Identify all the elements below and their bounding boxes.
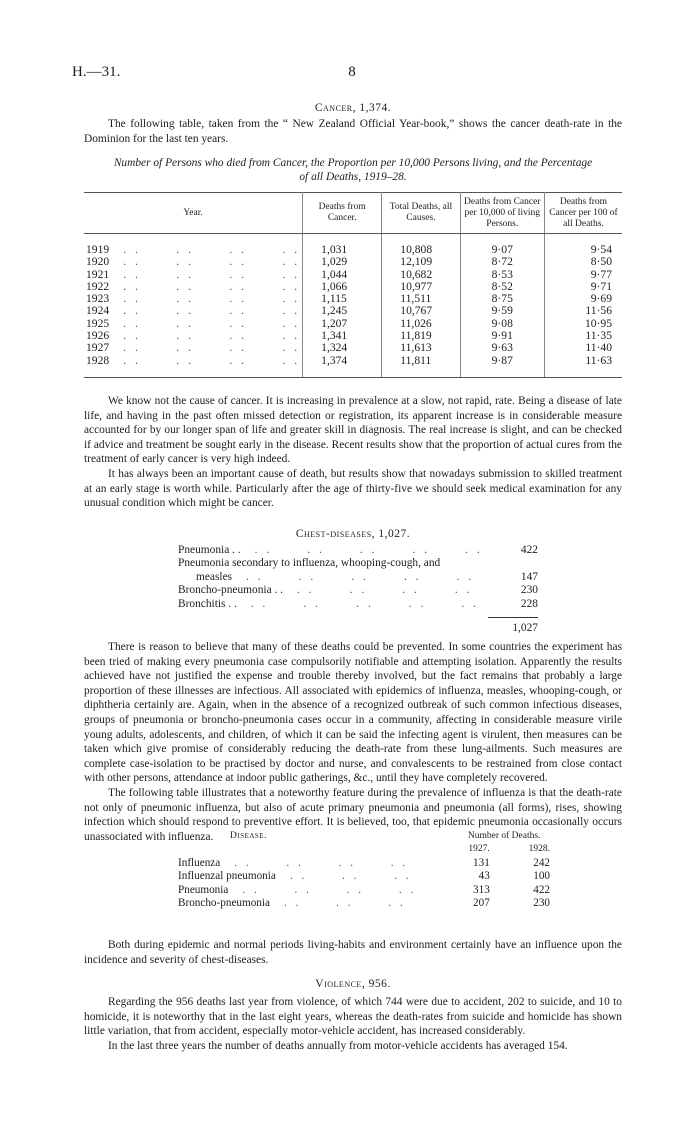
per-10000-cell: 9·63 [460, 342, 544, 354]
chest-paragraph-3: Both during epidemic and normal periods living-habits and environment certainly have an influence upon the incidence and severity of chest-diseases. [84, 939, 622, 966]
violence-paragraph-2: In the last three years the number of deaths annually from motor-vehicle accidents has averaged 154. [108, 1039, 568, 1052]
per-100-cell: 9·71 [544, 281, 622, 293]
disease-label: Broncho-pneumonia [178, 897, 270, 910]
leader-dots: . . . . . . . . [123, 316, 301, 330]
cancer-paragraph-2: It has always been an important cause of death, but results show that nowadays submission to skilled treatment at an early stage is worth while. Particularly after the age of thirty-five we should seek medical examination for any unusual condition which might be cancer. [84, 467, 622, 510]
col-deaths-cancer: Deaths from Cancer. [303, 193, 382, 234]
per-100-cell: 9·69 [544, 293, 622, 305]
list-item-value: 228 [520, 597, 538, 610]
deaths-1927-cell: 207 [473, 897, 490, 910]
year-value: 1927 [86, 341, 110, 355]
leader-dots: . . . . . . . . [123, 304, 301, 318]
list-item-label-cell [178, 598, 488, 611]
total-deaths-cell: 10,977 [382, 281, 460, 293]
table-row [84, 305, 622, 317]
influenza-table [178, 830, 558, 910]
per-10000-cell: 9·07 [460, 244, 544, 256]
leader-dots: . . . . . . . . [123, 341, 301, 355]
list-item-label: Pneumonia . . [178, 544, 241, 556]
year-value: 1926 [86, 329, 110, 343]
list-item-label: Bronchitis . . [178, 597, 237, 610]
col-1927: 1927. [468, 844, 490, 855]
per-10000-cell: 8·75 [460, 293, 544, 305]
violence-discussion [84, 995, 622, 1053]
cancer-table-caption [84, 156, 622, 184]
leader-dots: . . . . . . . . [123, 292, 301, 306]
chest-list [178, 544, 538, 635]
year-cell [84, 342, 303, 354]
leader-dots: . . . . . . . . . . [246, 570, 475, 583]
chest-paragraph-2: The following table illustrates that a noteworthy feature during the prevalence of influenza is that the death-rate not only of pneumonic influenza, but also of acute primary pneumonia and pneumonia (all forms), rises, showing infection which should respond to preventive effort. It is believed, too, that epidemic pneumonia occasionally occurs unassociated with influenza. [84, 786, 622, 843]
year-cell [84, 305, 303, 317]
leader-dots: . . . . . . . . [123, 255, 301, 269]
page-number: 8 [348, 64, 356, 80]
list-item [178, 557, 538, 570]
table-row [178, 884, 558, 897]
deaths-1927-cell: 43 [478, 870, 490, 883]
deaths-cancer-cell: 1,245 [303, 305, 382, 317]
deaths-1928-cell: 100 [533, 870, 550, 883]
table-row [84, 355, 622, 367]
chest-list-wrap [178, 544, 538, 635]
leader-dots: . . . . . . . . . . [250, 597, 479, 610]
list-item-value: 147 [520, 570, 538, 583]
per-100-cell: 8·50 [544, 256, 622, 268]
per-10000-cell: 9·59 [460, 305, 544, 317]
cancer-discussion [84, 394, 622, 511]
list-item-label-cell [178, 557, 488, 570]
influenza-table-wrap [178, 830, 558, 910]
year-value: 1919 [86, 243, 110, 256]
year-value: 1923 [86, 292, 110, 306]
total-deaths-cell: 11,811 [382, 355, 460, 367]
per-100-cell: 9·77 [544, 269, 622, 281]
violence-paragraph-1: Regarding the 956 deaths last year from violence, of which 744 were due to accident, 202 to suicide, and 10 to homicide, it is noteworthy that in the last eight years, whereas the death-rates from suicide and homicide has shown little variation, that from accident, especially motor-vehicle accident, has increased considerably. [84, 996, 622, 1038]
total-deaths-cell: 11,026 [382, 318, 460, 330]
total-deaths-cell: 11,511 [382, 293, 460, 305]
cancer-paragraph-1: We know not the cause of cancer. It is increasing in prevalence at a slow, not rapid, rate. Being a disease of late life, and having in the past often missed detection or registration, its apparent increase is in considerable measure accounted for by our longer span of life and greater skill in diagnosis. The real increase is slight, and can be checked if advice and treatment be sought early in the disease. Recent results show that the proportion of actual cures from the treatment of early cancer is very high indeed. [84, 395, 622, 466]
deaths-cancer-cell: 1,044 [303, 269, 382, 281]
table-row [84, 342, 622, 354]
cancer-table-caption-line2: of all Deaths, 1919–28. [299, 171, 407, 183]
leader-dots: . . . . . . . . [123, 353, 301, 367]
cancer-table [84, 192, 622, 378]
chest-closing [84, 938, 622, 967]
year-value: 1922 [86, 279, 110, 293]
col-number-deaths: Number of Deaths. [467, 831, 541, 841]
per-10000-cell: 9·08 [460, 318, 544, 330]
disease-label: Influenzal pneumonia [178, 870, 276, 883]
leader-dots: . . . . . . . . [297, 584, 473, 597]
deaths-cancer-cell: 1,374 [303, 355, 382, 367]
deaths-1928-cell: 242 [533, 856, 550, 869]
deaths-cancer-cell: 1,031 [303, 244, 382, 256]
leader-dots: . . . . . . . . [234, 856, 409, 869]
list-item [178, 598, 538, 611]
year-value: 1925 [86, 316, 110, 330]
list-item-label: Pneumonia secondary to influenza, whooping-cough, and [178, 557, 441, 570]
disease-cell [178, 897, 450, 910]
list-item [178, 571, 538, 584]
leader-dots: . . . . . . [283, 897, 406, 910]
per-100-cell: 9·54 [544, 244, 622, 256]
deaths-1928-cell: 230 [533, 897, 550, 910]
total-deaths-cell: 10,767 [382, 305, 460, 317]
col-total-deaths: Total Deaths, all Causes. [382, 193, 460, 234]
disease-cell [178, 870, 450, 883]
deaths-cancer-cell: 1,207 [303, 318, 382, 330]
table-row [178, 870, 558, 883]
leader-dots: . . . . . . . . . . [254, 544, 483, 556]
year-value: 1924 [86, 304, 110, 318]
list-item [178, 584, 538, 597]
chest-paragraph-1: There is reason to believe that many of these deaths could be prevented. In some countries the experiment has been tried of making every pneumonia case compulsorily notifiable and attempting isolation. Apparently the results achieved have not justified the expense and trouble thereby involved, but the fact remains that probably a large proportion of these illnesses are infectious. All associated with epidemics of influenza, measles, whooping-cough, or diphtheria certainly are. Again, when in the absence of a recognized outbreak of such common infectious diseases, groups of pneumonia or broncho-pneumonia cases occur in a community, affecting in considerable measure virile young adults, adolescents, and children, of which it can be said the infecting agent is virulent, then measures can be taken which give promise of considerably reducing the death-rate from these lung-ailments. Such measures are complete case-isolation to be practised by doctor and nurse, and convalescents to be restrained from close contact with other persons, attendance at indoor public gatherings, &c., until they have completely recovered. [84, 641, 622, 785]
col-per-100: Deaths from Cancer per 100 of all Deaths. [544, 193, 622, 234]
leader-dots: . . . . . . . . [123, 329, 301, 343]
total-deaths-cell: 10,682 [382, 269, 460, 281]
list-item-value [488, 557, 538, 570]
chest-total: 1,027 [488, 617, 538, 635]
deaths-cancer-cell: 1,115 [303, 293, 382, 305]
per-100-cell: 10·95 [544, 318, 622, 330]
table-row [178, 897, 558, 910]
total-deaths-cell: 12,109 [382, 256, 460, 268]
list-item-label: Broncho-pneumonia . . [178, 584, 284, 597]
leader-dots: . . . . . . . . [242, 883, 417, 896]
year-cell [84, 256, 303, 268]
col-1928: 1928. [528, 844, 550, 855]
list-item-label: measles [196, 570, 233, 583]
cancer-table-body [84, 244, 622, 367]
cancer-table-wrap [84, 192, 622, 378]
col-per-10000: Deaths from Cancer per 10,000 of living Persons. [460, 193, 544, 234]
list-item-label-cell [178, 544, 488, 557]
disease-cell [178, 857, 450, 870]
year-cell [84, 355, 303, 367]
total-deaths-cell: 11,613 [382, 342, 460, 354]
table-row [84, 256, 622, 268]
leader-dots: . . . . . . [289, 870, 412, 883]
per-10000-cell: 8·53 [460, 269, 544, 281]
per-100-cell: 11·56 [544, 305, 622, 317]
per-10000-cell: 9·91 [460, 330, 544, 342]
cancer-heading: Cancer, 1,374. [314, 102, 392, 114]
col-year: Year. [84, 193, 303, 234]
deaths-1927-cell: 313 [473, 883, 490, 896]
violence-heading: Violence, 956. [315, 978, 391, 990]
per-100-cell: 11·35 [544, 330, 622, 342]
year-value: 1921 [86, 267, 110, 281]
leader-dots: . . . . . . . . [123, 267, 301, 281]
deaths-cancer-cell: 1,066 [303, 281, 382, 293]
deaths-1928-cell: 422 [533, 883, 550, 896]
disease-cell [178, 884, 450, 897]
cancer-table-caption-line1: Number of Persons who died from Cancer, the Proportion per 10,000 Persons living, and the Percentage [113, 157, 593, 169]
cancer-intro: The following table, taken from the “ New Zealand Official Year-book,” shows the cancer death-rate in the Dominion for the last ten years. [84, 118, 622, 145]
per-10000-cell: 9·87 [460, 355, 544, 367]
chest-heading: Chest-diseases, 1,027. [295, 528, 411, 540]
leader-dots: . . . . . . . . [123, 279, 301, 293]
leader-dots: . . . . . . . . [123, 243, 301, 256]
disease-label: Influenza [178, 856, 221, 869]
per-10000-cell: 8·52 [460, 281, 544, 293]
cancer-intro-block [84, 117, 622, 146]
document-reference: H.—31. [72, 64, 121, 80]
year-value: 1920 [86, 255, 110, 269]
deaths-1927-cell: 131 [473, 856, 490, 869]
year-value: 1928 [86, 353, 110, 367]
page-header [72, 64, 632, 84]
col-disease: Disease. [230, 831, 267, 841]
total-deaths-cell: 11,819 [382, 330, 460, 342]
table-row [178, 857, 558, 870]
per-100-cell: 11·63 [544, 355, 622, 367]
disease-label: Pneumonia [178, 883, 229, 896]
list-item-label-cell [178, 584, 488, 597]
list-item-value: 422 [520, 544, 538, 556]
list-item-label-cell [178, 571, 488, 584]
list-item-value: 230 [520, 584, 538, 597]
cancer-table-header-row [84, 193, 622, 234]
deaths-cancer-cell: 1,029 [303, 256, 382, 268]
deaths-cancer-cell: 1,341 [303, 330, 382, 342]
chest-discussion [84, 640, 622, 844]
total-deaths-cell: 10,808 [382, 244, 460, 256]
list-item [178, 544, 538, 557]
per-100-cell: 11·40 [544, 342, 622, 354]
deaths-cancer-cell: 1,324 [303, 342, 382, 354]
per-10000-cell: 8·72 [460, 256, 544, 268]
